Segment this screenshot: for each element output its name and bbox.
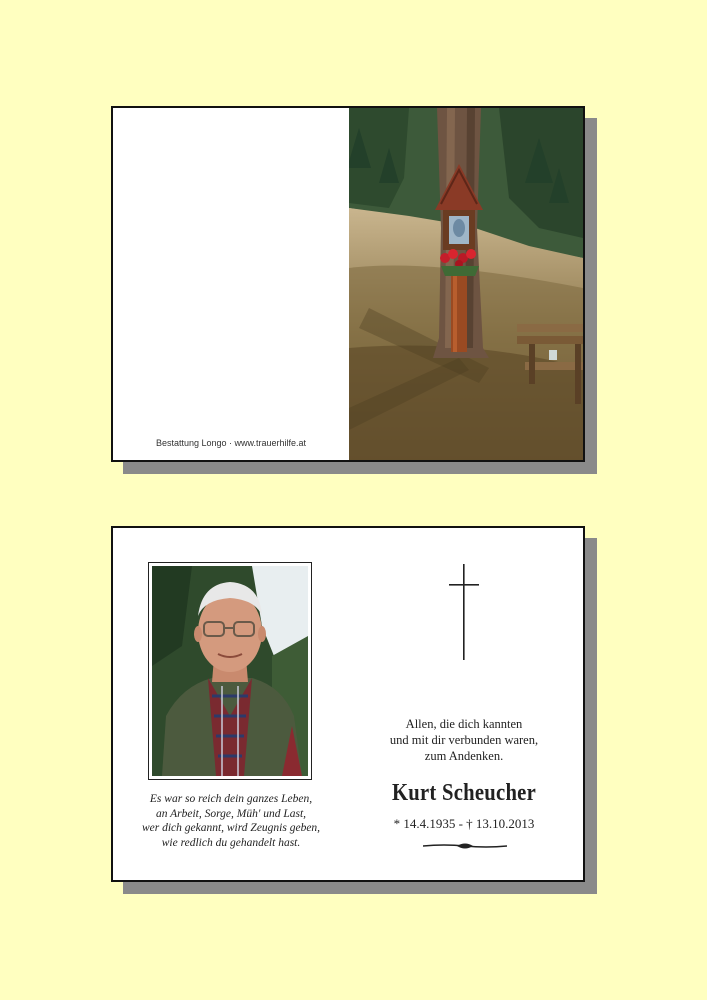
poem-line: wer dich gekannt, wird Zeugnis geben, <box>141 822 321 834</box>
poem-line: wie redlich du gehandelt hast. <box>161 836 301 849</box>
memorial-poem <box>123 792 339 850</box>
funeral-home-imprint: Bestattung Longo · www.trauerhilfe.at <box>155 438 307 448</box>
deceased-name: Kurt Scheucher <box>391 780 537 806</box>
wayside-shrine-photo-icon <box>349 108 583 460</box>
back-panel <box>113 108 349 460</box>
poem-line: an Arbeit, Sorge, Müh' und Last, <box>155 807 307 820</box>
life-dates: * 14.4.1935 - † 13.10.2013 <box>393 816 535 831</box>
inside-card <box>111 526 585 882</box>
dedication-line: Allen, die dich kannten <box>405 717 523 731</box>
dedication-line: zum Andenken. <box>424 749 504 763</box>
cross-icon <box>449 564 479 665</box>
poem-line: Es war so reich dein ganzes Leben, <box>149 793 313 805</box>
portrait-frame <box>148 562 312 780</box>
dedication-text <box>349 716 579 764</box>
dedication-line: und mit dir verbunden waren, <box>389 733 539 747</box>
ornament-divider-icon <box>423 838 507 856</box>
front-card <box>111 106 585 462</box>
deceased-portrait-photo-icon <box>152 566 308 776</box>
